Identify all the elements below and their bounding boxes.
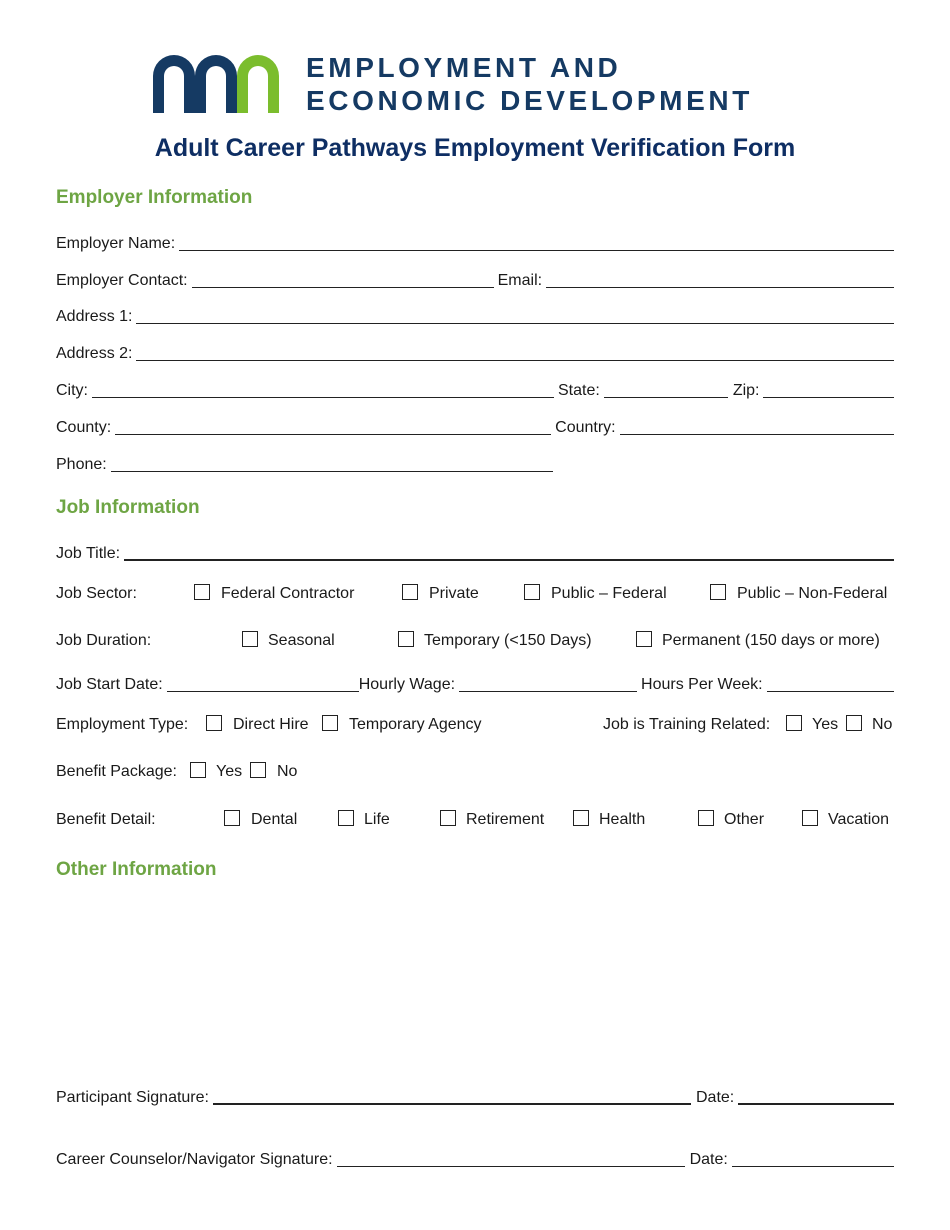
benefit-detail-option-label: Retirement [466, 811, 545, 828]
counselor-signature-field[interactable] [337, 1166, 685, 1167]
benefit-retirement-checkbox[interactable] [440, 810, 456, 826]
address1-label: Address 1: [56, 308, 133, 325]
hours-per-week-label: Hours Per Week: [641, 676, 763, 693]
counselor-signature-label: Career Counselor/Navigator Signature: [56, 1151, 333, 1168]
participant-date-field[interactable] [738, 1103, 894, 1105]
mn-logo-icon [152, 54, 286, 114]
county-label: County: [56, 419, 112, 436]
direct-hire-checkbox[interactable] [206, 715, 222, 731]
city-field[interactable] [92, 397, 554, 398]
duration-option-label: Temporary (<150 Days) [424, 632, 592, 649]
duration-option-label: Permanent (150 days or more) [662, 632, 880, 649]
benefit-detail-label: Benefit Detail: [56, 811, 156, 828]
employer-contact-field[interactable] [192, 287, 494, 288]
sector-private-checkbox[interactable] [402, 584, 418, 600]
benefit-detail-option-label: Vacation [828, 811, 890, 828]
training-no-checkbox[interactable] [846, 715, 862, 731]
other-info-area[interactable] [56, 890, 894, 1070]
training-option-label: Yes [812, 716, 839, 733]
other-info-heading: Other Information [56, 859, 217, 880]
job-title-field[interactable] [124, 559, 894, 561]
country-label: Country: [555, 419, 616, 436]
address2-label: Address 2: [56, 345, 133, 362]
employer-info-heading: Employer Information [56, 187, 253, 208]
benefit-detail-option-label: Other [724, 811, 765, 828]
benefit-other-checkbox[interactable] [698, 810, 714, 826]
phone-field[interactable] [111, 471, 553, 472]
benefit-health-checkbox[interactable] [573, 810, 589, 826]
benefit-detail-option-label: Dental [251, 811, 298, 828]
benefit-detail-option-label: Health [599, 811, 646, 828]
job-duration-label: Job Duration: [56, 632, 152, 649]
address1-field[interactable] [136, 323, 894, 324]
training-related-label: Job is Training Related: [603, 716, 771, 733]
participant-signature-label: Participant Signature: [56, 1089, 209, 1106]
hourly-wage-label: Hourly Wage: [358, 676, 456, 693]
benefit-dental-checkbox[interactable] [224, 810, 240, 826]
training-option-label: No [872, 716, 893, 733]
benefit-package-option-label: No [277, 763, 298, 780]
start-date-field[interactable] [167, 691, 359, 692]
employment-type-label: Employment Type: [56, 716, 189, 733]
sector-option-label: Public – Federal [551, 585, 667, 602]
benefit-detail-option-label: Life [364, 811, 390, 828]
benefit-package-no-checkbox[interactable] [250, 762, 266, 778]
city-label: City: [56, 382, 88, 399]
sector-option-label: Public – Non-Federal [737, 585, 888, 602]
hourly-wage-field[interactable] [459, 691, 637, 692]
job-sector-label: Job Sector: [56, 585, 137, 602]
participant-signature-field[interactable] [213, 1103, 691, 1105]
counselor-date-field[interactable] [732, 1166, 894, 1167]
email-field[interactable] [546, 287, 894, 288]
country-field[interactable] [620, 434, 894, 435]
phone-label: Phone: [56, 456, 107, 473]
zip-field[interactable] [763, 397, 894, 398]
state-label: State: [558, 382, 600, 399]
temporary-agency-checkbox[interactable] [322, 715, 338, 731]
benefit-package-yes-checkbox[interactable] [190, 762, 206, 778]
employer-name-field[interactable] [179, 250, 894, 251]
duration-seasonal-checkbox[interactable] [242, 631, 258, 647]
benefit-vacation-checkbox[interactable] [802, 810, 818, 826]
benefit-package-option-label: Yes [216, 763, 243, 780]
address2-field[interactable] [136, 360, 894, 361]
zip-label: Zip: [732, 382, 760, 399]
duration-option-label: Seasonal [268, 632, 335, 649]
hours-per-week-field[interactable] [767, 691, 894, 692]
org-name-line2: ECONOMIC DEVELOPMENT [306, 85, 753, 116]
sector-public-nonfederal-checkbox[interactable] [710, 584, 726, 600]
sector-option-label: Federal Contractor [221, 585, 355, 602]
county-field[interactable] [115, 434, 551, 435]
employment-type-option-label: Direct Hire [233, 716, 309, 733]
employer-name-label: Employer Name: [56, 235, 176, 252]
job-title-label: Job Title: [56, 545, 121, 562]
duration-temporary-checkbox[interactable] [398, 631, 414, 647]
counselor-date-label: Date: [689, 1151, 728, 1168]
participant-date-label: Date: [695, 1089, 735, 1106]
duration-permanent-checkbox[interactable] [636, 631, 652, 647]
employment-type-option-label: Temporary Agency [349, 716, 482, 733]
benefit-package-label: Benefit Package: [56, 763, 177, 780]
employer-contact-label: Employer Contact: [56, 272, 188, 289]
sector-option-label: Private [429, 585, 479, 602]
job-info-heading: Job Information [56, 497, 200, 518]
form-title: Adult Career Pathways Employment Verification Form [154, 134, 796, 162]
state-field[interactable] [604, 397, 728, 398]
benefit-life-checkbox[interactable] [338, 810, 354, 826]
training-yes-checkbox[interactable] [786, 715, 802, 731]
sector-federal-contractor-checkbox[interactable] [194, 584, 210, 600]
start-date-label: Job Start Date: [56, 676, 163, 693]
sector-public-federal-checkbox[interactable] [524, 584, 540, 600]
email-label: Email: [497, 272, 543, 289]
org-name-line1: EMPLOYMENT AND [306, 52, 622, 83]
